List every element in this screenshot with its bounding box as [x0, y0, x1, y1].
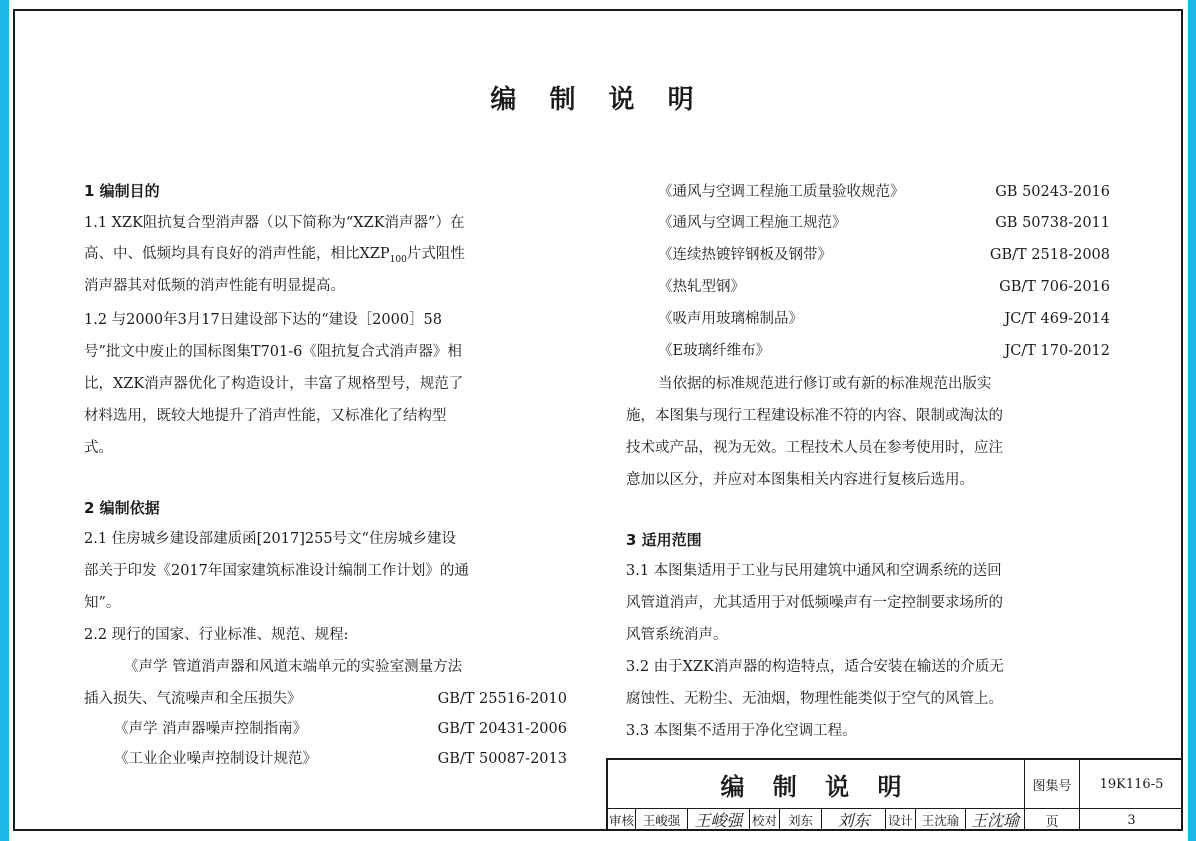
- review-label: 审核: [608, 809, 636, 830]
- left-edge-strip: [0, 0, 9, 841]
- standard-3-name: 《工业企业噪声控制设计规范》: [114, 751, 317, 767]
- para-3-2-line-1: 3.2 由于XZK消声器的构造特点，适合安装在输送的介质无: [626, 659, 1004, 675]
- para-1-2-line-2: 号”批文中废止的国标图集T701-6《阻抗复合式消声器》相: [84, 344, 462, 360]
- right-standard-3-code: GB/T 2518-2008: [989, 247, 1110, 263]
- check-label: 校对: [750, 809, 780, 830]
- signature-row: [606, 808, 1024, 831]
- page-label: 页: [1024, 808, 1079, 831]
- standard-3-code: GB/T 50087-2013: [437, 751, 567, 767]
- right-standard-4-name: 《热轧型钢》: [658, 279, 745, 295]
- reviewer-signature: 王峻强: [688, 809, 750, 830]
- right-standard-5-name: 《吸声用玻璃棉制品》: [658, 311, 803, 327]
- standard-1-code: GB/T 25516-2010: [437, 691, 567, 707]
- design-label: 设计: [886, 809, 916, 830]
- title-block-title: 编 制 说 明: [720, 772, 912, 801]
- designer-name: 王沈瑜: [916, 809, 966, 830]
- right-standard-6-name: 《E玻璃纤维布》: [658, 343, 771, 359]
- right-standard-4-code: GB/T 706-2016: [999, 279, 1110, 295]
- para-2-1-line-1: 2.1 住房城乡建设部建质函[2017]255号文“住房城乡建设: [84, 531, 456, 547]
- para-1-1-line-2: [84, 244, 465, 270]
- para-2-2: 2.2 现行的国家、行业标准、规范、规程:: [84, 627, 349, 643]
- para-3-1-line-1: 3.1 本图集适用于工业与民用建筑中通风和空调系统的送回: [626, 563, 1002, 579]
- title-block: [606, 758, 1183, 831]
- atlas-number: 19K116-5: [1079, 758, 1183, 808]
- right-para-line-1: 当依据的标准规范进行修订或有新的标准规范出版实: [658, 376, 992, 392]
- title-block-title-cell: [606, 758, 1024, 808]
- right-standard-2-code: GB 50738-2011: [995, 215, 1110, 231]
- para-1-1-line-3: 消声器其对低频的消声性能有明显提高。: [84, 278, 345, 294]
- para-1-1-line-2-tail: 片式阻性: [406, 246, 465, 262]
- section-3-heading: 3 适用范围: [626, 531, 702, 549]
- checker-signature: 刘东: [822, 809, 886, 830]
- subscript-100: 100: [389, 254, 407, 265]
- right-edge-strip: [1188, 0, 1196, 841]
- section-1-heading: 1 编制目的: [84, 182, 160, 200]
- section-2-heading: 2 编制依据: [84, 499, 160, 517]
- right-standard-2-name: 《通风与空调工程施工规范》: [658, 215, 847, 231]
- para-1-1-line-2-text: 高、中、低频均具有良好的消声性能，相比XZP: [84, 246, 390, 262]
- para-3-1-line-2: 风管道消声，尤其适用于对低频噪声有一定控制要求场所的: [626, 595, 1003, 611]
- right-standard-1-name: 《通风与空调工程施工质量验收规范》: [658, 184, 905, 200]
- para-2-1-line-3: 知”。: [84, 595, 121, 611]
- para-3-3: 3.3 本图集不适用于净化空调工程。: [626, 723, 857, 739]
- atlas-number-label: 图集号: [1024, 758, 1079, 808]
- para-3-2-line-2: 腐蚀性、无粉尘、无油烟，物理性能类似于空气的风管上。: [626, 691, 1003, 707]
- para-1-2-line-3: 比，XZK消声器优化了构造设计，丰富了规格型号，规范了: [84, 376, 464, 392]
- right-standard-5-code: JC/T 469-2014: [1004, 311, 1110, 327]
- para-1-1-line-1: 1.1 XZK阻抗复合型消声器（以下简称为“XZK消声器”）在: [84, 215, 465, 231]
- para-1-2-line-4: 材料选用，既较大地提升了消声性能，又标准化了结构型: [84, 408, 447, 424]
- right-standard-1-code: GB 50243-2016: [995, 184, 1110, 200]
- page-number: 3: [1079, 808, 1183, 831]
- standard-2-name: 《声学 消声器噪声控制指南》: [114, 721, 308, 737]
- right-para-line-3: 技术或产品，视为无效。工程技术人员在参考使用时，应注: [626, 440, 1003, 456]
- page-title: 编 制 说 明: [490, 85, 706, 115]
- checker-name: 刘东: [780, 809, 822, 830]
- para-1-2-line-5: 式。: [84, 440, 113, 456]
- right-para-line-4: 意加以区分，并应对本图集相关内容进行复核后选用。: [626, 472, 974, 488]
- para-2-1-line-2: 部关于印发《2017年国家建筑标准设计编制工作计划》的通: [84, 563, 469, 579]
- standard-2-code: GB/T 20431-2006: [437, 721, 567, 737]
- designer-signature: 王沈瑜: [970, 811, 1019, 830]
- para-3-1-line-3: 风管系统消声。: [626, 627, 728, 643]
- standard-1-line-2: 插入损失、气流噪声和全压损失》: [84, 691, 302, 707]
- right-standard-6-code: JC/T 170-2012: [1004, 343, 1110, 359]
- right-para-line-2: 施，本图集与现行工程建设标准不符的内容、限制或淘汰的: [626, 408, 1003, 424]
- para-1-2-line-1: 1.2 与2000年3月17日建设部下达的“建设［2000］58: [84, 312, 443, 328]
- right-standard-3-name: 《连续热镀锌钢板及钢带》: [658, 247, 832, 263]
- standard-1-line-1: 《声学 管道消声器和风道末端单元的实验室测量方法: [124, 659, 463, 675]
- reviewer-name: 王峻强: [636, 809, 688, 830]
